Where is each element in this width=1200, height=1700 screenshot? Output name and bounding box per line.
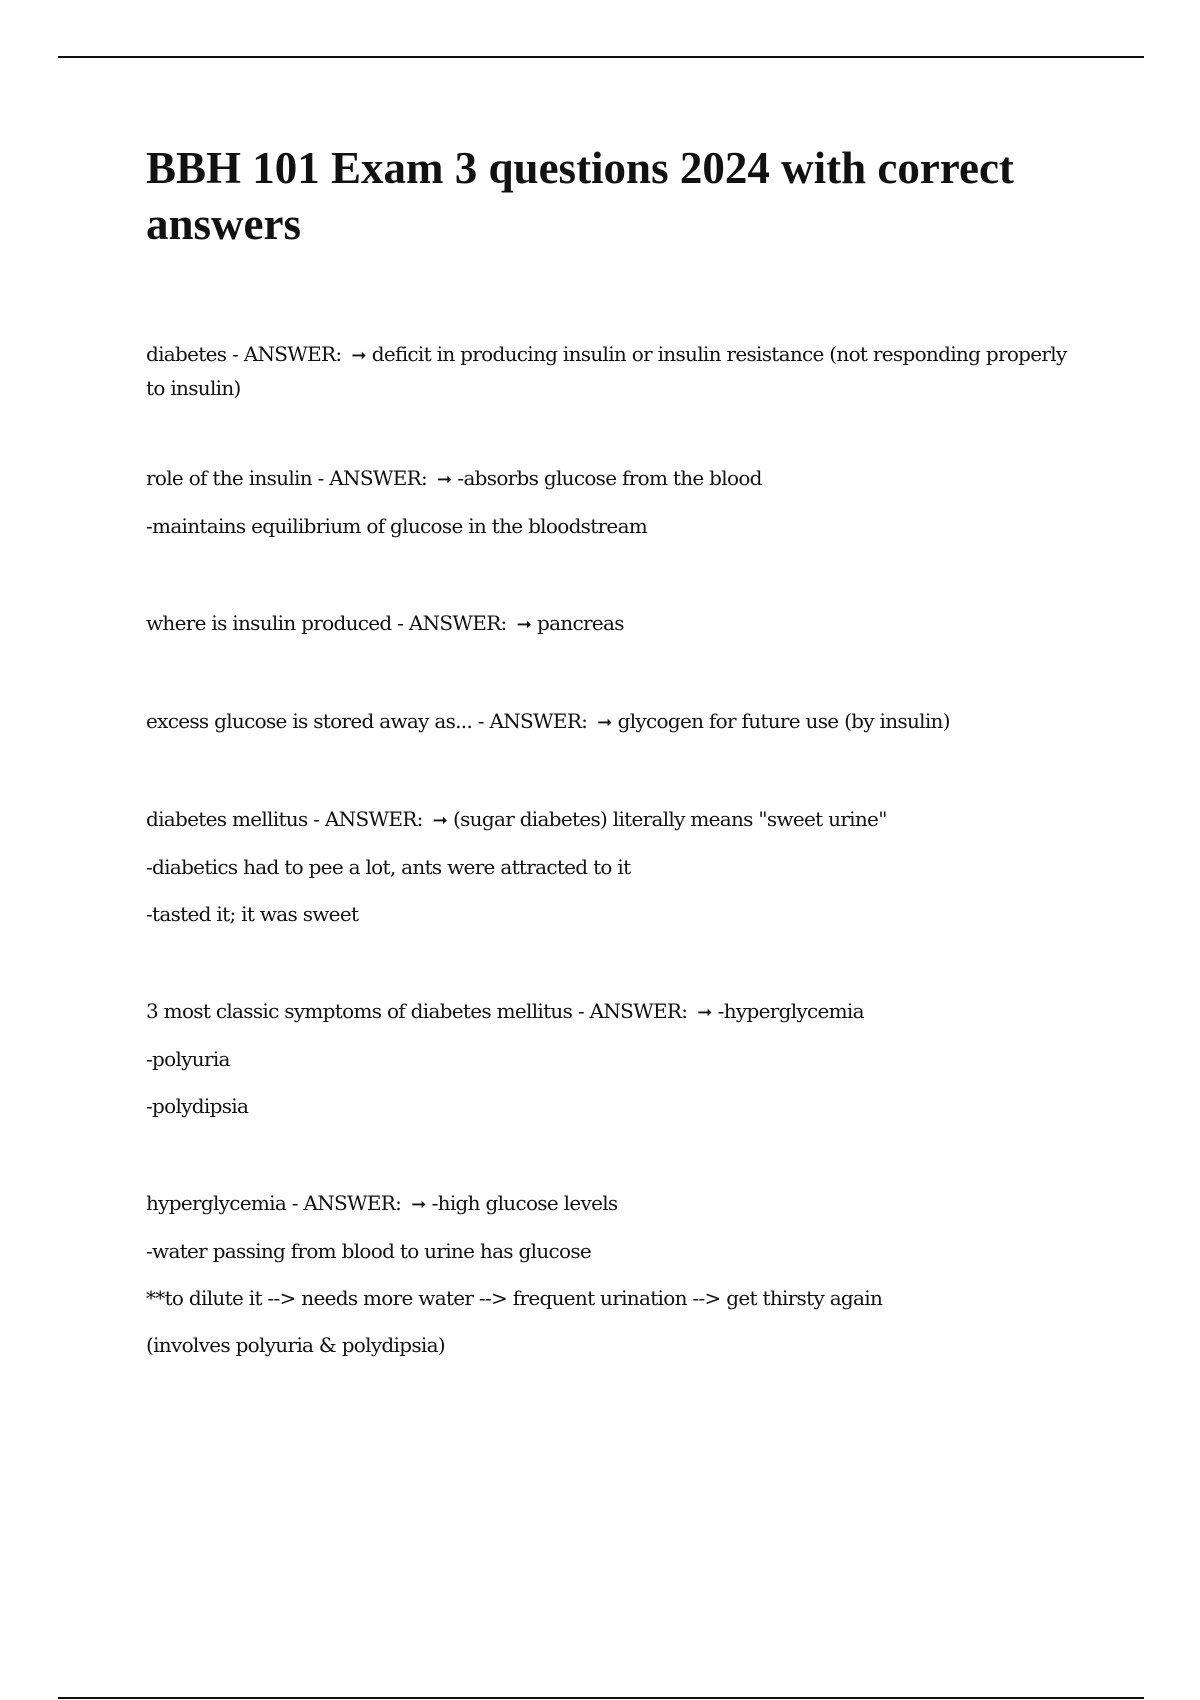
arrow-icon: ➞ — [437, 469, 452, 490]
answer-marker: - ANSWER: — [313, 807, 423, 831]
qa-line — [146, 600, 1086, 648]
question-text: hyperglycemia — [146, 1191, 287, 1215]
arrow-icon: ➞ — [697, 1002, 712, 1023]
answer-marker: - ANSWER: — [577, 999, 688, 1023]
question-text: where is insulin produced — [146, 611, 392, 635]
answer-text: deficit in producing insulin or insulin resistance (not responding properly to insulin) — [146, 342, 1067, 400]
qa-line — [146, 1180, 1086, 1228]
answer-text: (sugar diabetes) literally means "sweet urine" — [453, 807, 887, 831]
arrow-icon: ➞ — [597, 712, 612, 733]
qa-item — [146, 796, 1086, 938]
answer-marker: - ANSWER: — [397, 611, 507, 635]
qa-item — [146, 455, 1086, 550]
qa-line — [146, 796, 1086, 844]
question-text: 3 most classic symptoms of diabetes mellitus — [146, 999, 573, 1023]
answer-text: -hyperglycemia — [717, 999, 864, 1023]
arrow-icon: ➞ — [516, 614, 531, 635]
answer-marker: - ANSWER: — [231, 342, 342, 366]
arrow-icon: ➞ — [411, 1194, 426, 1215]
answer-continuation: -diabetics had to pee a lot, ants were attracted to it — [146, 855, 631, 879]
question-text: role of the insulin — [146, 466, 312, 490]
answer-continuation: -polydipsia — [146, 1094, 249, 1118]
top-rule — [58, 56, 1144, 58]
answer-continuation: -water passing from blood to urine has glucose — [146, 1239, 592, 1263]
answer-marker: - ANSWER: — [317, 466, 427, 490]
answer-marker: - ANSWER: — [291, 1191, 402, 1215]
document-title: BBH 101 Exam 3 questions 2024 with correct answers — [146, 143, 1014, 249]
qa-item — [146, 1180, 1086, 1369]
page-content — [146, 140, 1086, 1419]
answer-continuation: -maintains equilibrium of glucose in the bloodstream — [146, 514, 648, 538]
qa-item — [146, 600, 1086, 648]
answer-continuation: **to dilute it --> needs more water --> frequent urination --> get thirsty again — [146, 1286, 883, 1310]
question-text: diabetes mellitus — [146, 807, 308, 831]
qa-line — [146, 698, 1086, 746]
answer-text: -absorbs glucose from the blood — [457, 466, 762, 490]
qa-line — [146, 455, 1086, 503]
qa-item — [146, 698, 1086, 746]
answer-text: pancreas — [536, 611, 624, 635]
question-text: excess glucose is stored away as... — [146, 709, 473, 733]
bottom-rule — [58, 1697, 1144, 1699]
answer-text: -high glucose levels — [431, 1191, 618, 1215]
answer-marker: - ANSWER: — [477, 709, 588, 733]
qa-item — [146, 988, 1086, 1130]
answer-text: glycogen for future use (by insulin) — [617, 709, 950, 733]
qa-item — [146, 338, 1086, 405]
arrow-icon: ➞ — [351, 345, 366, 366]
question-text: diabetes — [146, 342, 227, 366]
qa-line — [146, 338, 1086, 405]
qa-line — [146, 988, 1086, 1036]
arrow-icon: ➞ — [432, 810, 448, 831]
answer-continuation: (involves polyuria & polydipsia) — [146, 1333, 445, 1357]
answer-continuation: -tasted it; it was sweet — [146, 902, 359, 926]
answer-continuation: -polyuria — [146, 1047, 230, 1071]
